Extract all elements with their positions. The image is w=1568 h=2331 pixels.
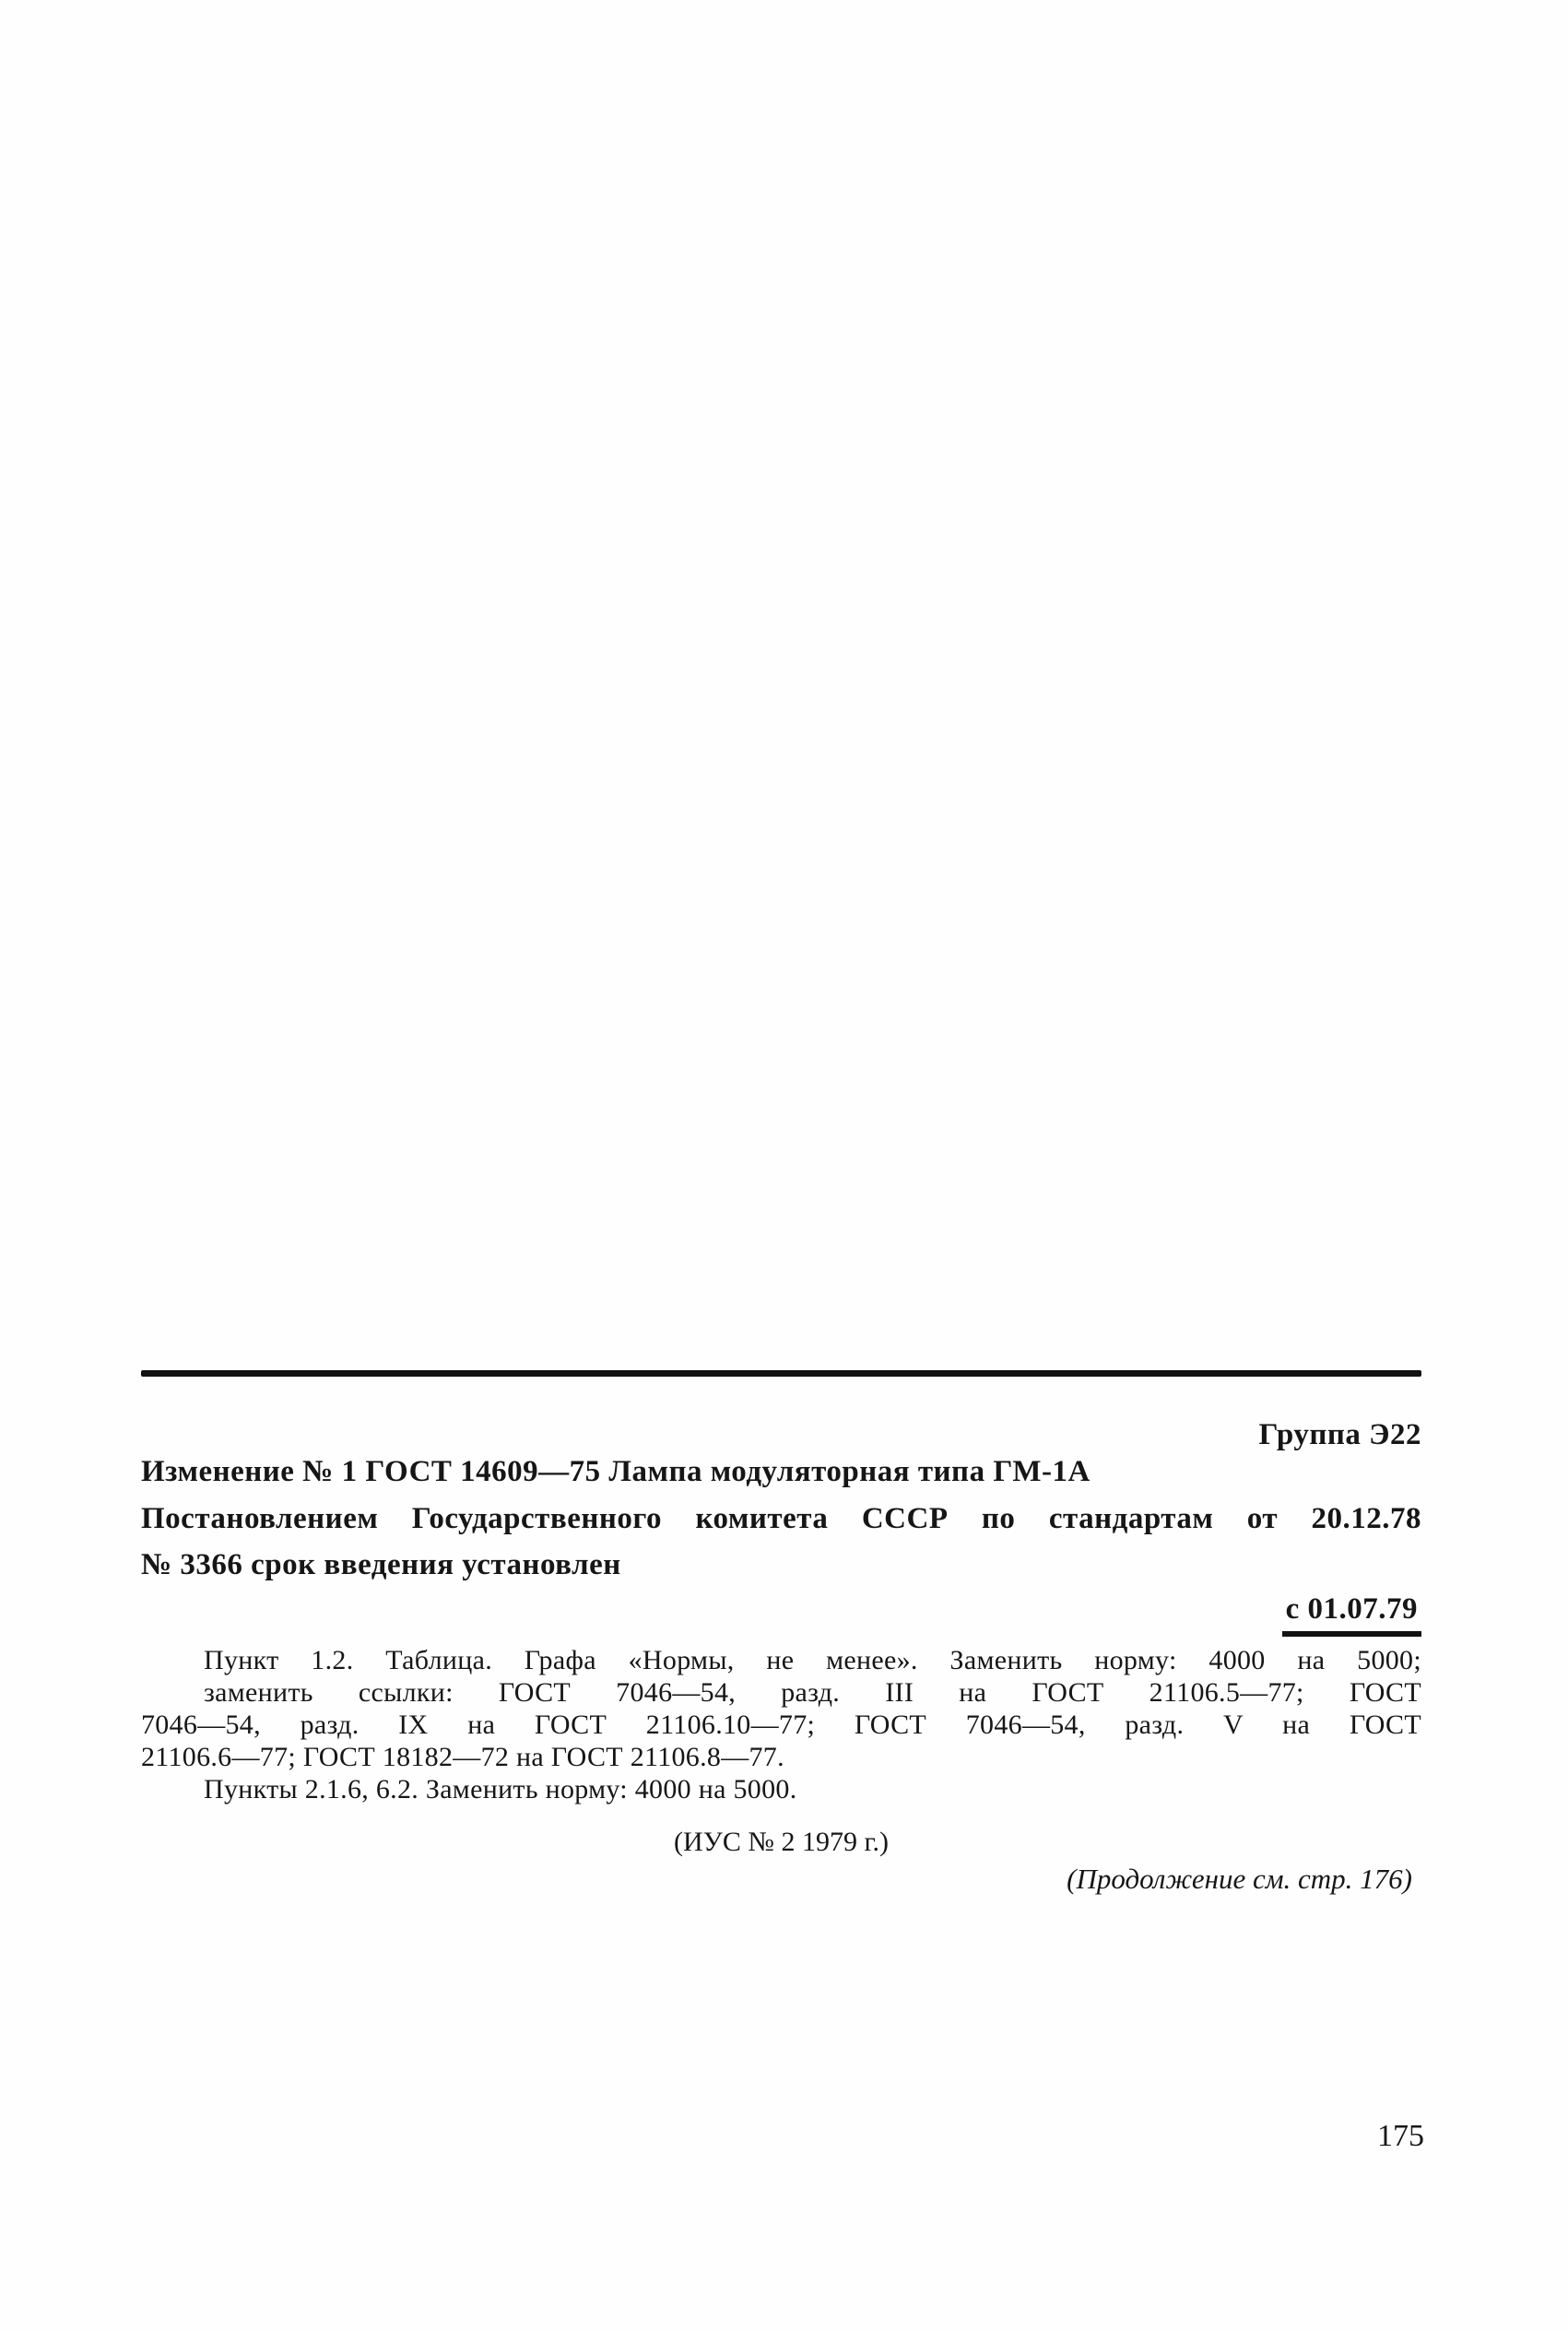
effective-date: с 01.07.79 [1282, 1591, 1421, 1637]
continuation-note: (Продолжение см. стр. 176) [1067, 1863, 1412, 1895]
group-label: Группа Э22 [1258, 1418, 1421, 1451]
body-line: 21106.6—77; ГОСТ 18182—72 на ГОСТ 21106.8—77. [141, 1742, 784, 1772]
body-line: Пункт 1.2. Таблица. Графа «Нормы, не менее». Заменить норму: 4000 на 5000; [204, 1645, 1421, 1675]
amendment-title: Изменение № 1 ГОСТ 14609—75 Лампа модуляторная типа ГМ-1А [141, 1455, 1091, 1488]
body-line: Пункты 2.1.6, 6.2. Заменить норму: 4000 на 5000. [204, 1774, 797, 1804]
decree-line: Постановлением Государственного комитета СССР по стандартам от 20.12.78 [141, 1502, 1421, 1535]
page-number: 175 [1377, 2119, 1424, 2153]
horizontal-rule [141, 1370, 1421, 1377]
text-block [141, 1370, 1421, 1895]
body-line: 7046—54, разд. IX на ГОСТ 21106.10—77; ГОСТ 7046—54, разд. V на ГОСТ [141, 1710, 1421, 1740]
decree-continuation: № 3366 срок введения установлен [141, 1548, 621, 1581]
source-note: (ИУС № 2 1979 г.) [674, 1827, 889, 1857]
effective-date-line [141, 1591, 1421, 1637]
body-line: заменить ссылки: ГОСТ 7046—54, разд. III на ГОСТ 21106.5—77; ГОСТ [204, 1677, 1421, 1708]
